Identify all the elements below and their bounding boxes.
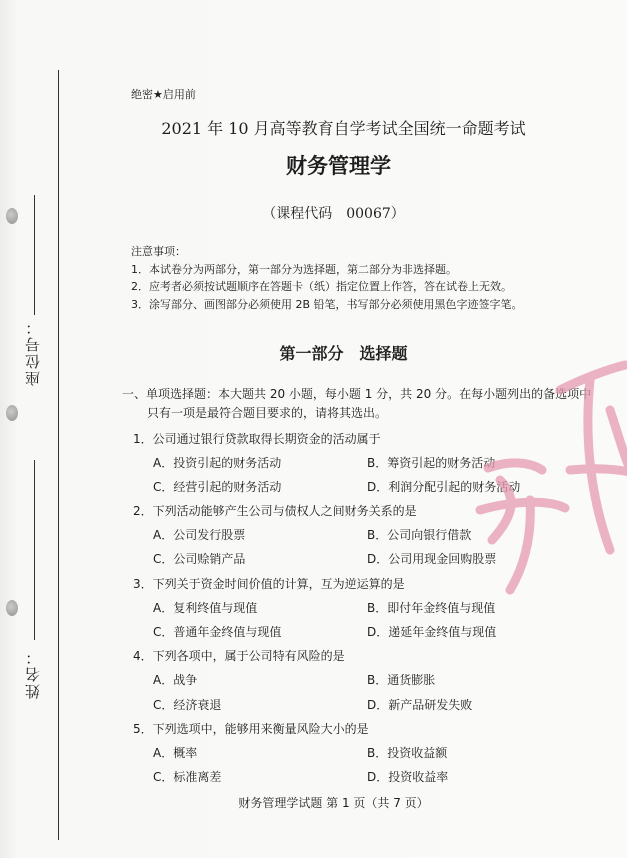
- binding-hole: [6, 405, 18, 421]
- option-a: A．概率: [153, 746, 198, 760]
- question-stem: 4．下列各项中，属于公司特有风险的是: [133, 649, 345, 663]
- name-label: 姓名：: [24, 648, 42, 699]
- secret-label: 绝密★启用前: [131, 88, 196, 101]
- page-footer: 财务管理学试题 第 1 页（共 7 页）: [238, 796, 429, 810]
- binding-line: [58, 70, 59, 840]
- option-b: B．即付年金终值与现值: [367, 601, 496, 615]
- option-b: B．公司向银行借款: [367, 528, 472, 542]
- exam-title: 2021 年 10 月高等教育自学考试全国统一命题考试: [161, 119, 526, 138]
- question-stem: 3．下列关于资金时间价值的计算，互为逆运算的是: [133, 577, 405, 591]
- option-c: C．标准离差: [153, 770, 222, 784]
- subject-title: 财务管理学: [286, 154, 391, 178]
- question-stem: 5．下列选项中，能够用来衡量风险大小的是: [133, 722, 369, 736]
- section-line: 只有一项是最符合题目要求的，请将其选出。: [147, 406, 388, 420]
- binding-hole: [6, 600, 18, 616]
- question-stem: 1．公司通过银行贷款取得长期资金的活动属于: [133, 432, 381, 446]
- option-c: C．公司赊销产品: [153, 552, 246, 566]
- section-line: 一、单项选择题：本大题共 20 小题，每小题 1 分，共 20 分。在每小题列出的备选项中: [122, 387, 592, 401]
- course-code: （课程代码 00067）: [262, 206, 405, 222]
- option-c: C．普通年金终值与现值: [153, 625, 282, 639]
- part-title: 第一部分 选择题: [279, 344, 408, 363]
- option-b: B．通货膨胀: [367, 673, 436, 687]
- notice-item: 3．涂写部分、画图部分必须使用 2B 铅笔，书写部分必须使用黑色字迹签字笔。: [131, 297, 523, 311]
- option-a: A．复利终值与现值: [153, 601, 258, 615]
- option-b: B．筹资引起的财务活动: [367, 456, 496, 470]
- option-c: C．经济衰退: [153, 698, 222, 712]
- section-instructions: [122, 385, 592, 423]
- name-line: [34, 460, 35, 640]
- option-d: D．递延年金终值与现值: [367, 625, 497, 639]
- notice-block: [131, 243, 523, 313]
- question-stem: 2．下列活动能够产生公司与债权人之间财务关系的是: [133, 504, 417, 518]
- option-b: B．投资收益额: [367, 746, 448, 760]
- option-a: A．战争: [153, 673, 198, 687]
- option-d: D．新产品研发失败: [367, 698, 473, 712]
- notice-item: 2．应考者必须按试题顺序在答题卡（纸）指定位置上作答，答在试卷上无效。: [131, 280, 512, 293]
- notice-title: 注意事项：: [131, 245, 186, 258]
- option-c: C．经营引起的财务活动: [153, 480, 282, 494]
- option-d: D．投资收益率: [367, 770, 449, 784]
- option-a: A．投资引起的财务活动: [153, 456, 282, 470]
- seat-label: 座位号：: [24, 318, 42, 386]
- option-a: A．公司发行股票: [153, 528, 246, 542]
- option-d: D．公司用现金回购股票: [367, 552, 497, 566]
- notice-item: 1．本试卷分为两部分，第一部分为选择题，第二部分为非选择题。: [131, 262, 457, 276]
- option-d: D．利润分配引起的财务活动: [367, 480, 521, 494]
